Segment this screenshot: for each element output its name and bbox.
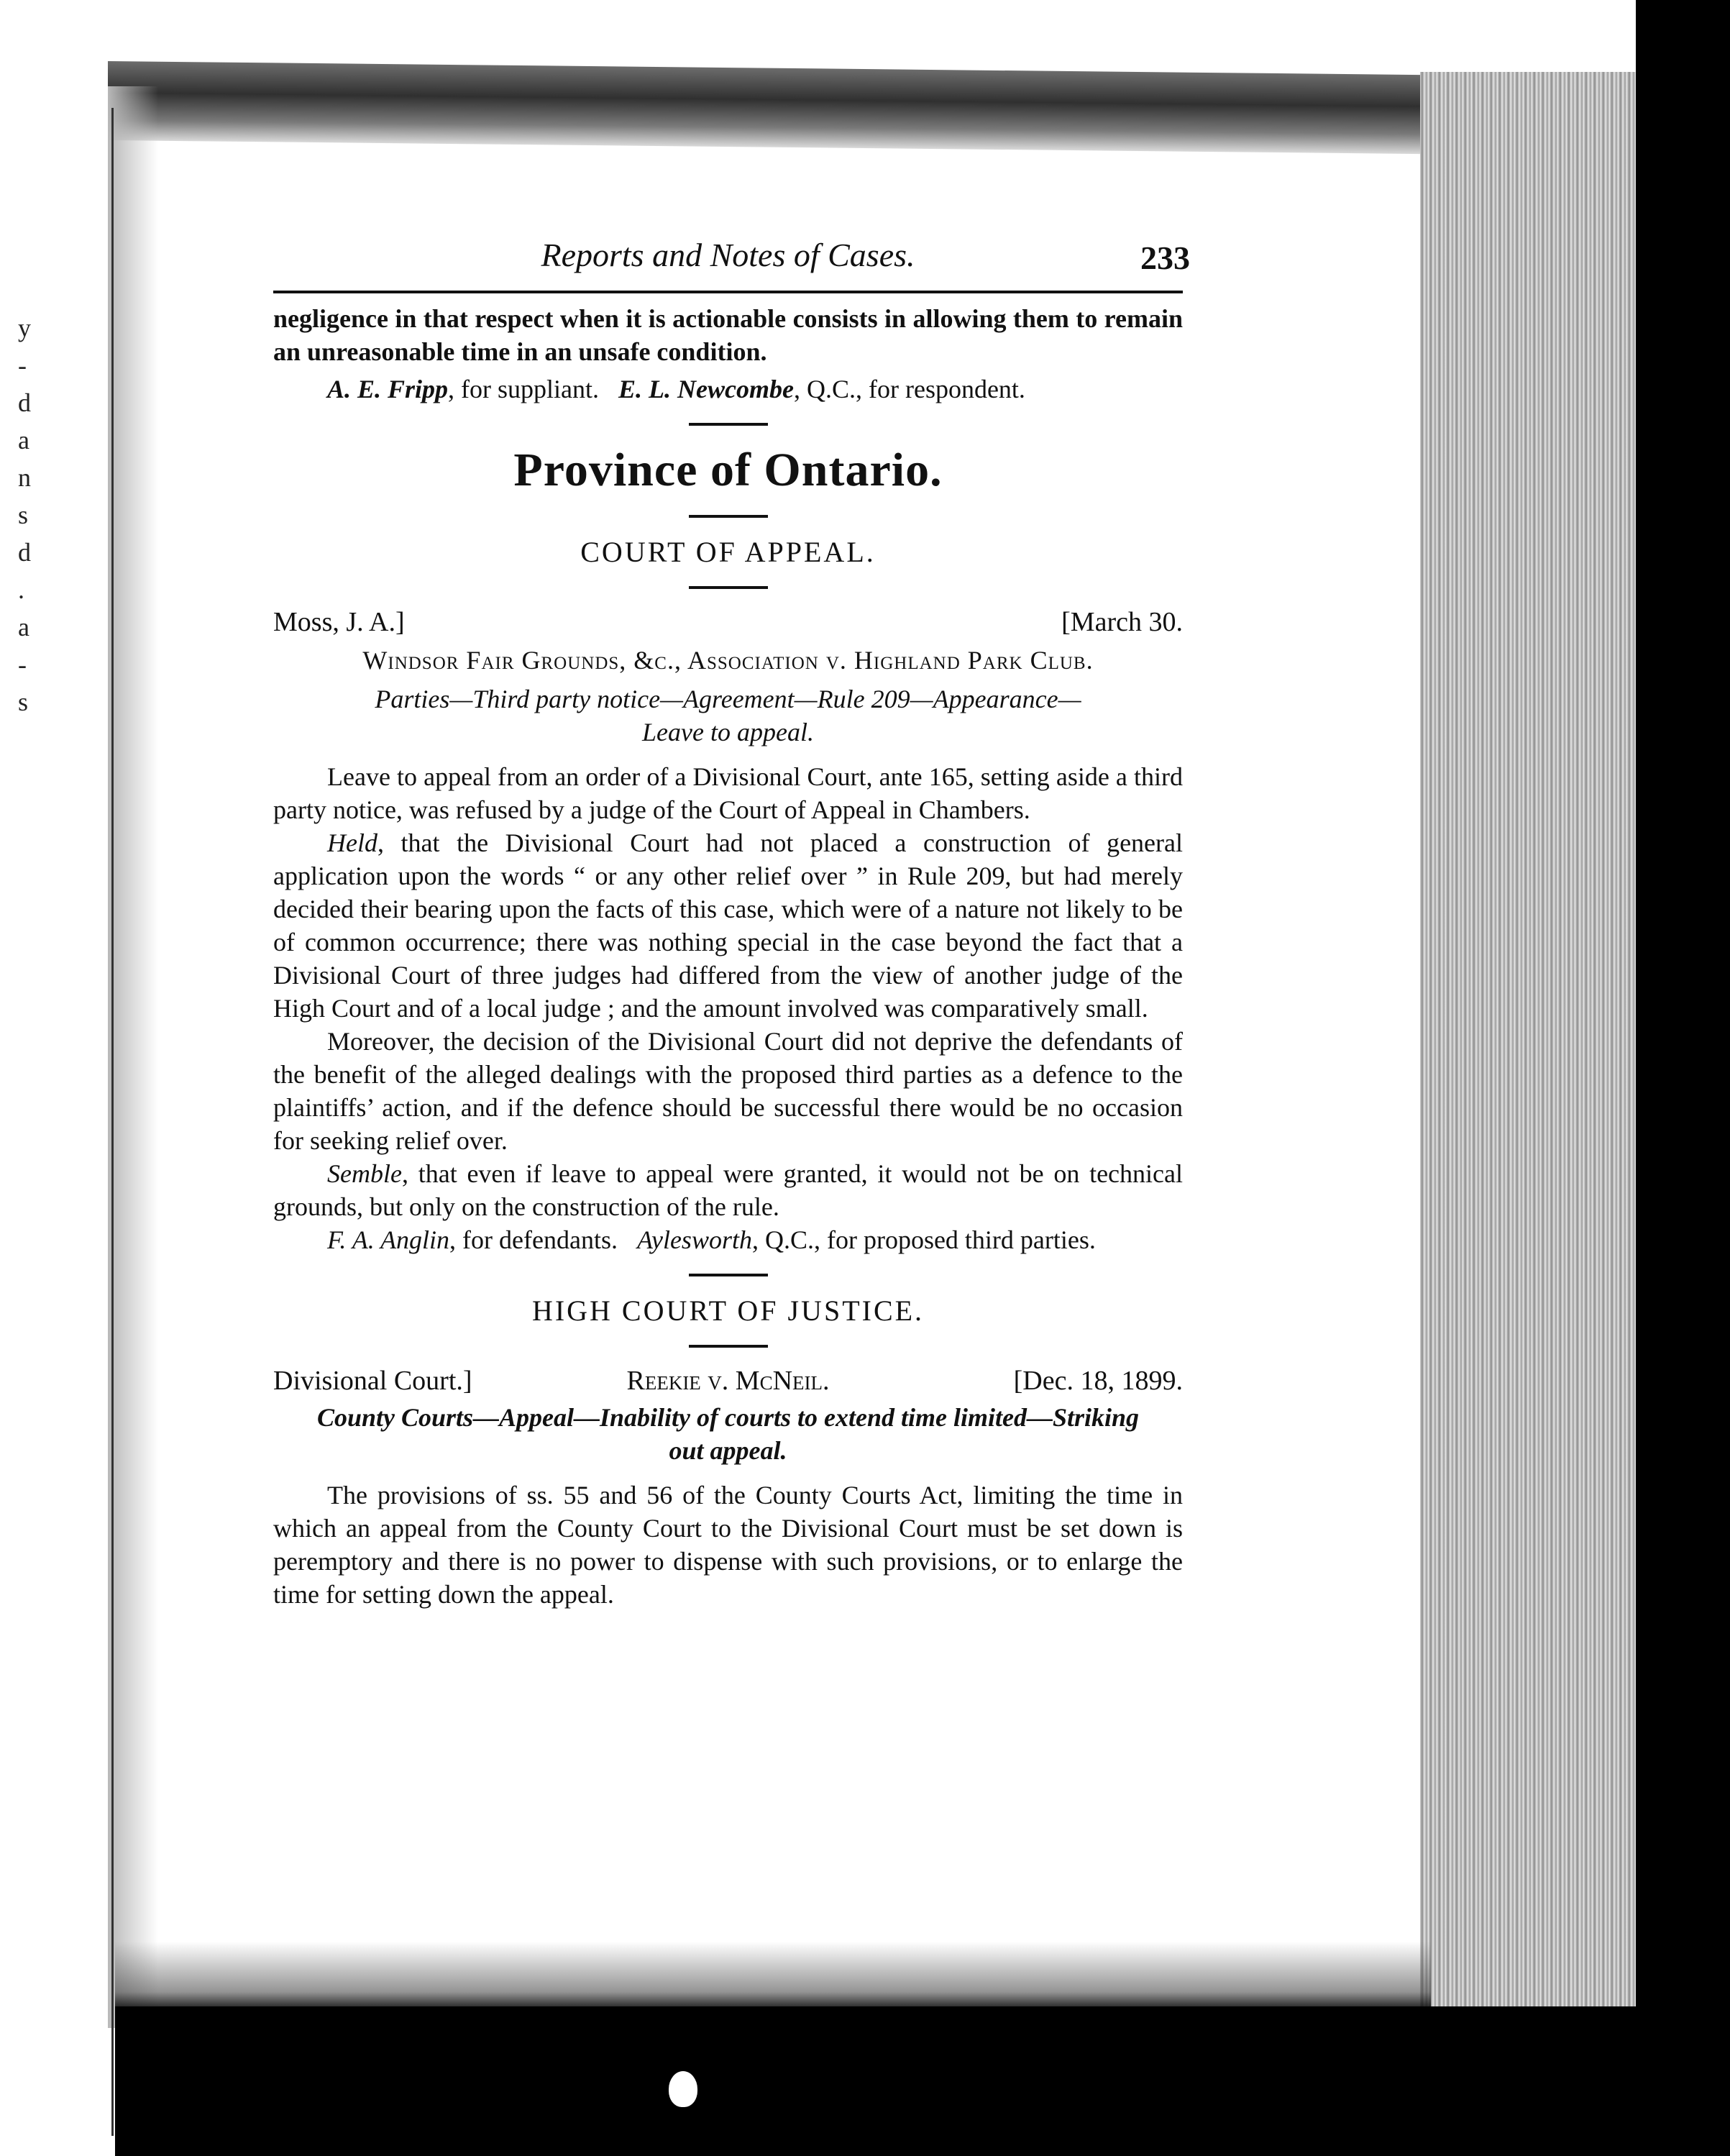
margin-char: y xyxy=(18,314,31,342)
headnote-line: Leave to appeal. xyxy=(642,718,814,746)
counsel-name: F. A. Anglin xyxy=(327,1225,450,1254)
headnote xyxy=(273,682,1183,749)
section-divider xyxy=(689,1345,768,1348)
margin-char: - xyxy=(18,650,27,679)
margin-char: - xyxy=(18,351,27,380)
section-divider xyxy=(689,515,768,518)
body-paragraph xyxy=(273,1157,1183,1223)
headnote-line: Parties—Third party notice—Agreement—Rule 209—Appearance— xyxy=(375,685,1081,713)
running-head xyxy=(273,230,1190,288)
body-paragraph: Leave to appeal from an order of a Divisional Court, ante 165, setting aside a third party notice, was refused by a judge of the Court of Appeal in Chambers. xyxy=(273,762,1183,824)
body-paragraph xyxy=(273,826,1183,1025)
headnote-line: County Courts—Appeal—Inability of courts to extend time limited—Striking xyxy=(316,1403,1140,1432)
margin-char: . xyxy=(18,575,24,604)
scan-left-shadow xyxy=(108,86,158,2028)
counsel-role: , Q.C., for proposed third parties. xyxy=(751,1225,1096,1254)
running-title: Reports and Notes of Cases. xyxy=(541,237,915,273)
scan-right-border xyxy=(1636,0,1730,2156)
margin-char: s xyxy=(18,688,29,716)
counsel-role: , Q.C., for respondent. xyxy=(793,375,1025,403)
case-date: [Dec. 18, 1899. xyxy=(1013,1366,1183,1396)
case-citation-row xyxy=(273,1365,1183,1401)
headnote-line: out appeal. xyxy=(669,1436,787,1465)
body-paragraph: Moreover, the decision of the Divisional Court did not deprive the defendants of the benefit of the alleged dealings with the proposed third parties as a defence to the plaintiffs’ action, and if the defence should be successful there would be no occasion for seeking relief over. xyxy=(273,1027,1183,1155)
scan-bottom-shadow xyxy=(115,1942,1431,2014)
paragraph-lead: Semble xyxy=(327,1159,402,1188)
scan-spine-line xyxy=(111,108,114,2136)
counsel-name: Aylesworth xyxy=(636,1225,752,1254)
province-heading: Province of Ontario. xyxy=(513,444,943,496)
case-title: Windsor Fair Grounds, &c., Association v. Highland Park Club. xyxy=(362,646,1094,675)
margin-char: d xyxy=(18,388,31,417)
margin-char: n xyxy=(18,463,31,492)
header-rule xyxy=(273,291,1183,293)
counsel-name: A. E. Fripp xyxy=(327,375,449,403)
section-divider xyxy=(689,586,768,589)
page-number: 233 xyxy=(1140,239,1190,276)
headnote xyxy=(273,1401,1183,1467)
body-paragraph: The provisions of ss. 55 and 56 of the County Courts Act, limiting the time in which an appeal from the County Court to the Divisional Court must be set down is peremptory and there is no power to dispense with such provisions, or to enlarge the time for setting down the appeal. xyxy=(273,1481,1183,1609)
case-title: Reekie v. McNeil. xyxy=(626,1366,830,1396)
counsel-line xyxy=(273,1223,1183,1256)
case-citation-row xyxy=(273,606,1183,642)
counsel-name: E. L. Newcombe xyxy=(618,375,794,403)
paragraph-text: , that the Divisional Court had not placed a construction of general application upon the words “ or any other relief over ” in Rule 209, but had merely decided their bearing upon the facts of this case, which were of a nature not likely to be of common occurrence; there was nothing special in the case beyond the fact that a Divisional Court of three judges had differed from the view of another judge of the High Court and of a local judge ; and the amount involved was comparatively small. xyxy=(273,828,1183,1023)
book-page xyxy=(273,230,1190,1611)
margin-char: a xyxy=(18,426,29,455)
case-date: [March 30. xyxy=(1061,607,1183,637)
margin-char: d xyxy=(18,538,31,567)
scan-bottom-border xyxy=(115,2006,1730,2156)
facing-page-fragments xyxy=(18,309,47,721)
continued-paragraph: negligence in that respect when it is actionable consists in allowing them to remain an unreasonable time in an unsafe condition. xyxy=(273,304,1183,366)
paragraph-lead: Held xyxy=(327,828,377,857)
judge-name: Moss, J. A.] xyxy=(273,607,405,637)
margin-char: a xyxy=(18,613,29,641)
margin-char: s xyxy=(18,501,29,529)
paragraph-text: , that even if leave to appeal were granted, it would not be on technical grounds, but only on the construction of the rule. xyxy=(273,1159,1183,1221)
court-heading: HIGH COURT OF JUSTICE. xyxy=(531,1294,925,1327)
counsel-role: , for suppliant. xyxy=(448,375,600,403)
section-divider xyxy=(689,1274,768,1276)
court-heading: COURT OF APPEAL. xyxy=(580,536,876,568)
counsel-role: , for defendants. xyxy=(449,1225,618,1254)
clip-ornament-icon xyxy=(669,2071,697,2107)
section-divider xyxy=(689,423,768,426)
court-label: Divisional Court.] xyxy=(273,1366,472,1396)
scan-top-shadow xyxy=(108,61,1481,155)
counsel-line xyxy=(273,373,1183,406)
